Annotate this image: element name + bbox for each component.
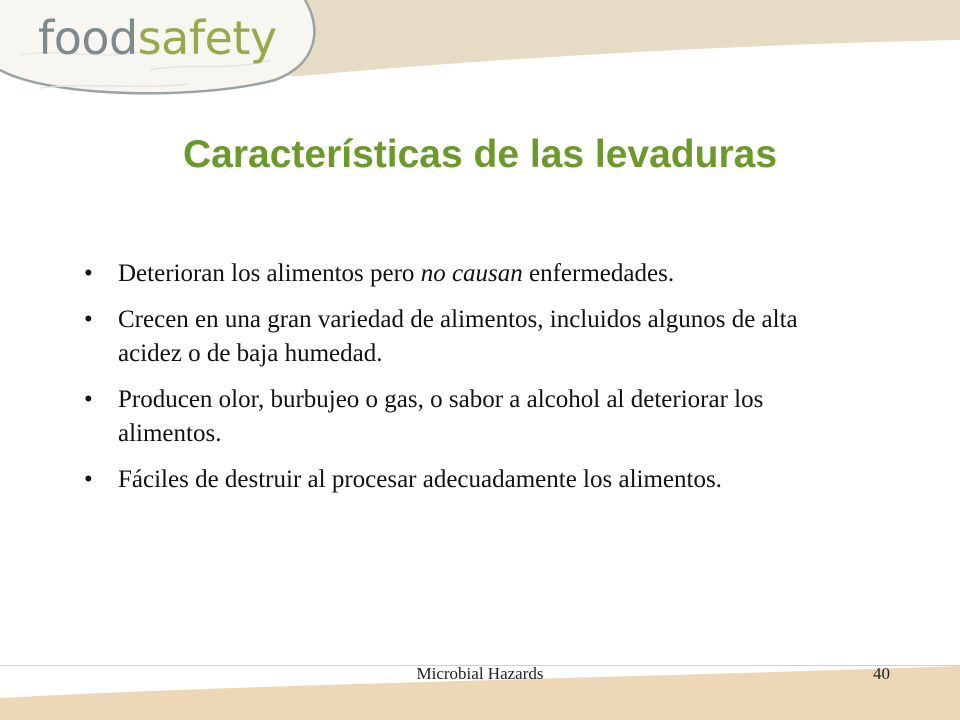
bullet-item-2 (80, 303, 840, 371)
footer-label: Microbial Hazards (416, 664, 544, 683)
bullet-text: Fáciles de destruir al procesar adecuadamente los alimentos. (118, 466, 722, 493)
bullet-marker: • (84, 386, 93, 413)
bullet-emphasis: no causan (420, 260, 523, 287)
bullet-item-4 (80, 463, 840, 497)
bullet-item-1 (80, 257, 840, 291)
logo-word-food: food (38, 11, 138, 65)
header-band (215, 0, 960, 76)
bullet-marker: • (84, 466, 93, 493)
bullet-text-end: enfermedades. (522, 260, 675, 287)
slide-title: Características de las levaduras (182, 133, 778, 176)
bullet-list (80, 257, 840, 509)
page-number: 40 (873, 664, 890, 683)
bullet-text: Crecen en una gran variedad de alimentos, incluidos algunos de alta acidez o de baja humedad. (118, 306, 798, 367)
foodsafety-logo (38, 8, 277, 68)
bullet-text: Deterioran los alimentos pero (118, 260, 421, 287)
bullet-text: Producen olor, burbujeo o gas, o sabor a alcohol al deteriorar los alimentos. (118, 386, 764, 447)
bullet-marker: • (84, 260, 93, 287)
bullet-item-3 (80, 383, 840, 451)
bullet-marker: • (84, 306, 93, 333)
logo-word-safety: safety (137, 11, 277, 65)
